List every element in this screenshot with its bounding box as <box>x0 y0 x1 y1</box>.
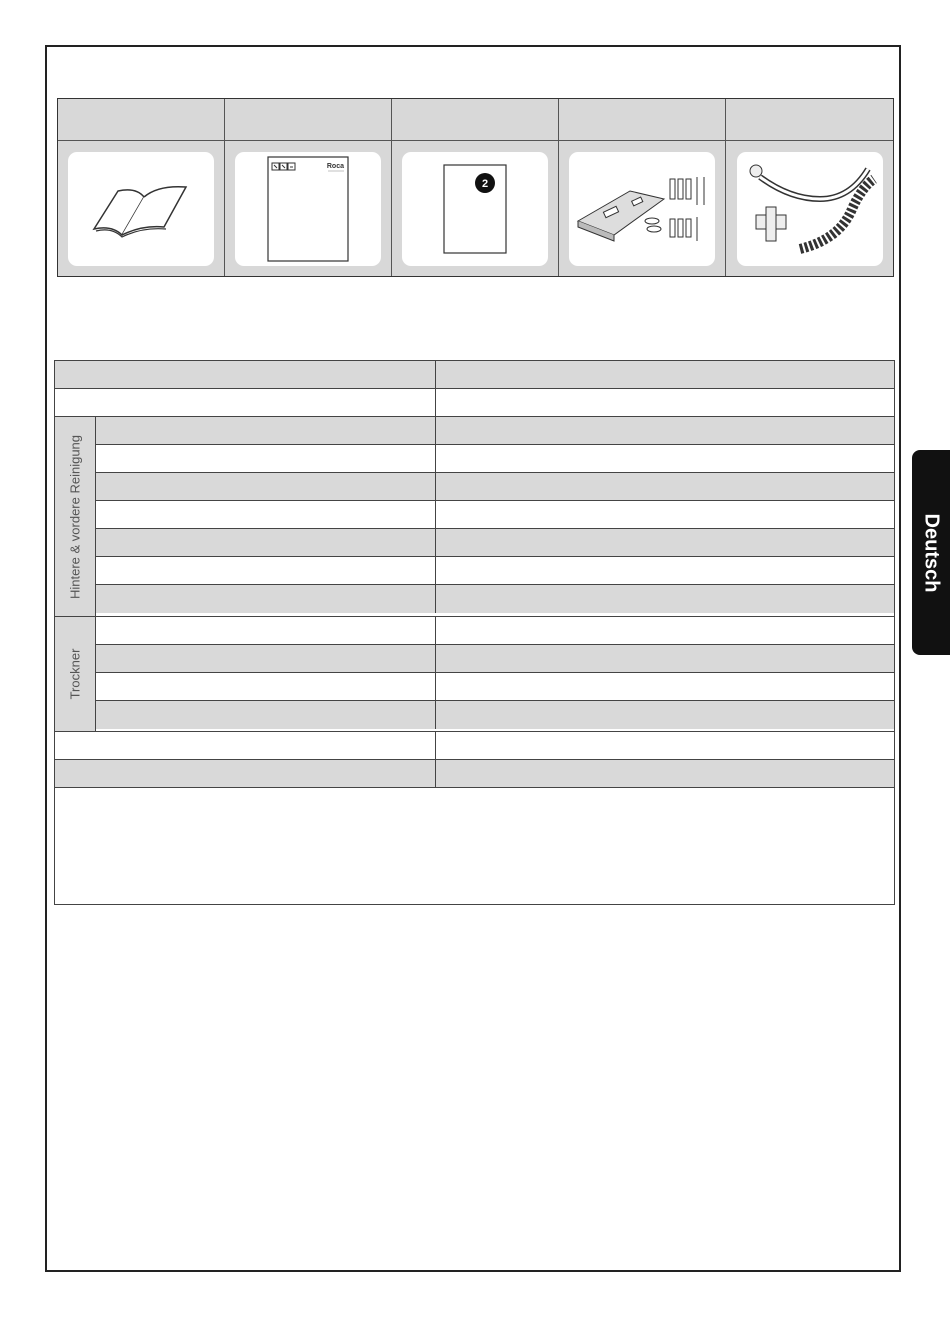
table-row <box>96 473 894 501</box>
accessory-header <box>392 99 559 141</box>
group-label: Hintere & vordere Reinigung <box>67 434 83 599</box>
table-row <box>96 645 894 673</box>
open-book-icon <box>86 179 196 239</box>
table-row <box>55 389 894 417</box>
spec-table <box>54 360 895 905</box>
table-row <box>96 673 894 701</box>
language-tab[interactable] <box>912 450 950 655</box>
accessory-cell <box>58 141 225 276</box>
accessory-header <box>225 99 392 141</box>
hoses-and-valve-icon <box>740 159 880 259</box>
table-row <box>55 361 894 389</box>
accessory-cell <box>726 141 893 276</box>
accessory-cell <box>225 141 392 276</box>
accessory-cell <box>559 141 726 276</box>
accessory-header <box>58 99 225 141</box>
table-row <box>96 617 894 645</box>
accessories-table <box>57 98 894 277</box>
group-label: Trockner <box>67 648 83 700</box>
table-row <box>96 585 894 613</box>
table-row <box>96 501 894 529</box>
group-front-rear-cleaning <box>55 417 894 617</box>
product-sheet-icon <box>266 155 350 263</box>
table-row <box>55 760 894 788</box>
accessory-header <box>726 99 893 141</box>
table-row <box>96 557 894 585</box>
warranty-card-icon <box>442 163 508 255</box>
svg-text:2: 2 <box>481 177 489 190</box>
roca-logo: Roca <box>326 162 344 170</box>
accessory-cell <box>392 141 559 276</box>
notes-cell <box>55 788 894 904</box>
language-tab-label: Deutsch <box>920 513 943 592</box>
accessory-header <box>559 99 726 141</box>
table-row <box>96 701 894 729</box>
table-row <box>55 732 894 760</box>
group-dryer <box>55 617 894 732</box>
table-row <box>96 417 894 445</box>
mounting-kit-icon <box>574 169 710 249</box>
table-row <box>96 445 894 473</box>
table-row <box>96 529 894 557</box>
